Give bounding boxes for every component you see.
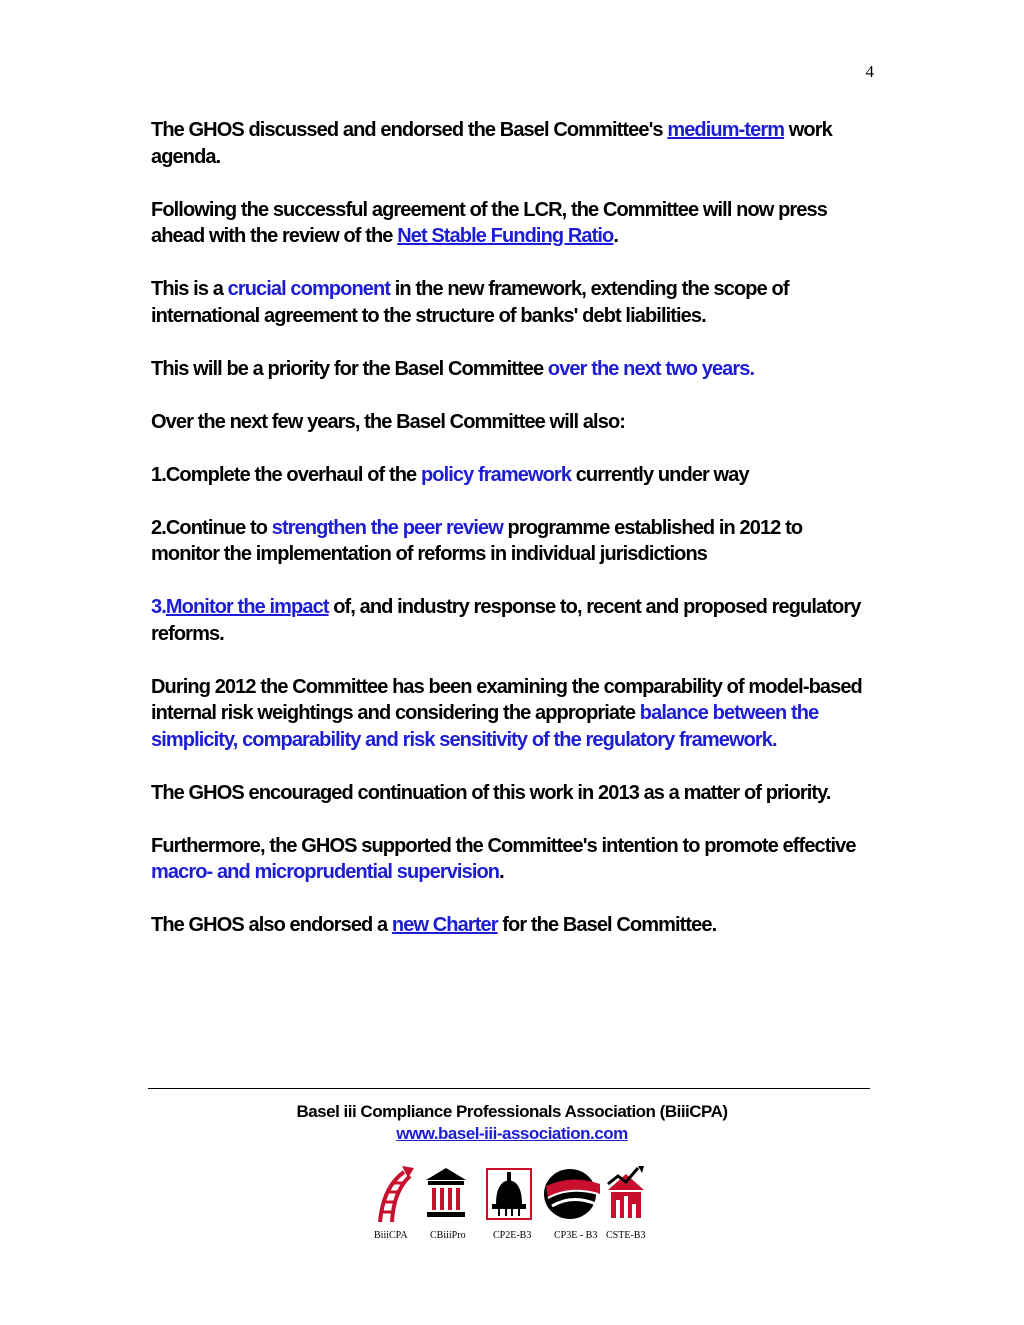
paragraph — [151, 780, 871, 807]
paragraph-text: 1.Complete the overhaul of the — [151, 463, 421, 486]
paragraph-text: This is a — [151, 278, 228, 300]
paragraph-text: programme established in 2012 to monitor the implementation of reforms in individual jurisdictions — [151, 516, 803, 565]
house-chart-icon — [604, 1164, 648, 1224]
paragraph-text: . — [613, 225, 619, 247]
highlighted-text: crucial component — [227, 278, 391, 300]
logo-label-biiicpa: BiiiCPA — [374, 1230, 408, 1241]
logo-label-cbiiipro: CBiiiPro — [430, 1230, 466, 1241]
paragraph-text: currently under way — [571, 463, 749, 486]
hyperlink[interactable]: new Charter — [391, 914, 498, 936]
highlighted-text: balance between the simplicity, comparability and risk sensitivity of the regulatory framework. — [151, 702, 819, 751]
hyperlink[interactable]: medium-term — [667, 119, 785, 141]
paragraph-text: The GHOS also endorsed a — [151, 914, 392, 936]
paragraph-text: The GHOS encouraged continuation of this work in 2013 as a matter of priority. — [151, 781, 831, 804]
paragraph-text: . — [499, 861, 504, 883]
paragraph-text: This will be a priority for the Basel Committee — [151, 357, 548, 380]
highlighted-text: 3. — [151, 596, 166, 618]
ladder-arrow-icon — [372, 1164, 418, 1224]
paragraph — [151, 356, 871, 383]
paragraph-text: During 2012 the Committee has been examining the comparability of model-based internal risk weightings and considering the appropriate — [151, 675, 862, 724]
hyperlink[interactable]: Monitor the impact — [165, 596, 329, 618]
page-number: 4 — [865, 62, 874, 81]
paragraph — [151, 912, 871, 939]
paragraph — [151, 409, 871, 436]
paragraph-text: of, and industry response to, recent and proposed regulatory reforms. — [151, 596, 861, 645]
paragraph-text: Following the successful agreement of the LCR, the Committee will now press ahead with the review of the — [151, 198, 827, 247]
globe-swoosh-icon — [542, 1164, 602, 1224]
paragraph — [151, 515, 871, 568]
paragraph-text: in the new framework, extending the scope of international agreement to the structure of banks' debt liabilities. — [151, 278, 789, 327]
highlighted-text: policy framework — [420, 463, 572, 486]
highlighted-text: macro- and microprudential supervision — [151, 861, 500, 883]
capitol-dome-icon — [484, 1164, 534, 1224]
footer-divider — [148, 1088, 870, 1089]
paragraph — [151, 674, 871, 754]
logo-label-cste-b3: CSTE-B3 — [606, 1230, 646, 1241]
paragraph-text: Furthermore, the GHOS supported the Committee's intention to promote effective — [151, 834, 856, 857]
paragraph — [151, 117, 871, 170]
footer-url-link[interactable]: www.basel-iii-association.com — [396, 1124, 628, 1143]
document-body — [151, 117, 871, 965]
paragraph-text: 2.Continue to — [151, 516, 272, 539]
footer-organization: Basel iii Compliance Professionals Association (BiiiCPA) — [296, 1102, 728, 1121]
paragraph-text: work agenda. — [151, 119, 832, 168]
paragraph-text: for the Basel Committee. — [497, 914, 717, 936]
logo-label-cp3e-b3: CP3E - B3 — [554, 1230, 598, 1241]
hyperlink[interactable]: Net Stable Funding Ratio — [397, 225, 614, 247]
paragraph — [151, 197, 871, 250]
paragraph — [151, 462, 871, 489]
paragraph-text: The GHOS discussed and endorsed the Basel Committee's — [151, 119, 668, 141]
paragraph — [151, 594, 871, 647]
paragraph — [151, 276, 871, 329]
highlighted-text: over the next two years. — [547, 357, 755, 380]
paragraph-text: Over the next few years, the Basel Committee will also: — [151, 410, 626, 433]
logo-label-cp2e-b3: CP2E-B3 — [493, 1230, 532, 1241]
bank-building-icon — [424, 1164, 468, 1224]
paragraph — [151, 833, 871, 886]
highlighted-text: strengthen the peer review — [271, 516, 503, 539]
